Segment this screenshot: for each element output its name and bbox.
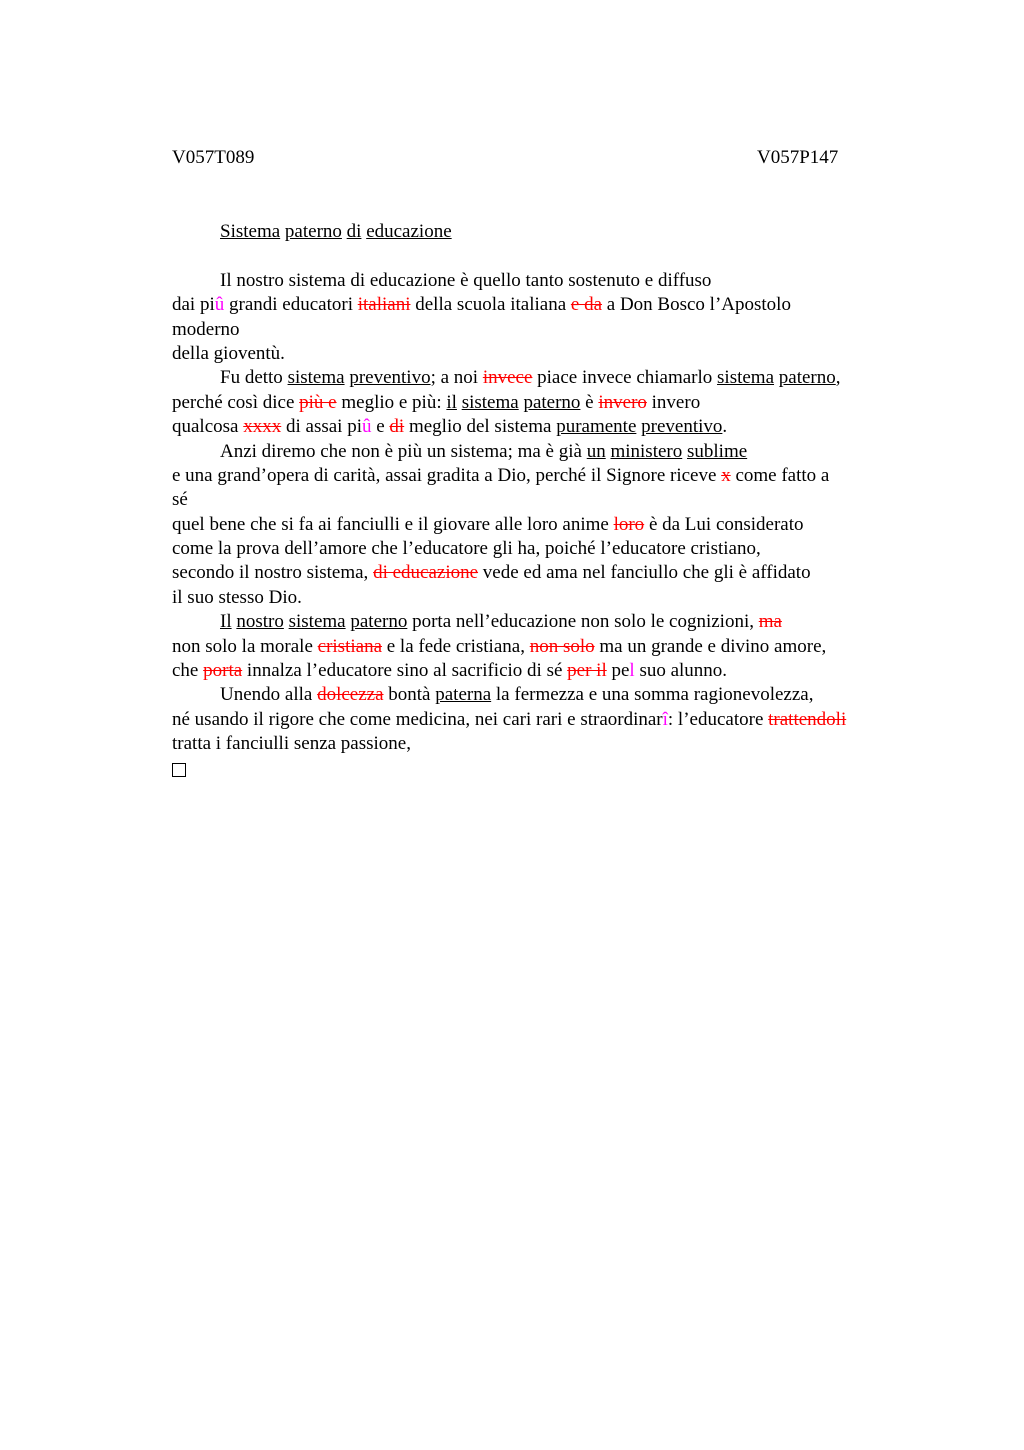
text-line: che porta innalza l’educatore sino al sacrificio di sé per il pel suo alunno. xyxy=(172,660,728,682)
end-box-marker xyxy=(172,757,912,781)
text-line: dai piû grandi educatori italiani della scuola italiana e da a Don Bosco l’Apostolo xyxy=(172,294,791,316)
text-line: e una grand’opera di carità, assai gradita a Dio, perché il Signore riceve x come fatto a xyxy=(172,464,830,486)
text-line: della gioventù. xyxy=(172,342,285,364)
text-line: come la prova dell’amore che l’educatore gli ha, poiché l’educatore cristiano, xyxy=(172,538,761,560)
text-line: Anzi diremo che non è più un sistema; ma è già un ministero sublime xyxy=(220,440,748,462)
text-line: Unendo alla dolcezza bontà paterna la fermezza e una somma ragionevolezza, xyxy=(220,684,814,706)
header-right-code: V057P147 xyxy=(757,147,839,168)
text-line: né usando il rigore che come medicina, nei cari rari e straordinarî: l’educatore trattendoli xyxy=(172,708,847,730)
document-body xyxy=(172,220,912,781)
square-icon xyxy=(172,763,186,777)
text-line: Il nostro sistema paterno porta nell’educazione non solo le cognizioni, ma xyxy=(220,611,782,633)
text-line: Il nostro sistema di educazione è quello tanto sostenuto e diffuso xyxy=(220,269,712,291)
text-line: il suo stesso Dio. xyxy=(172,586,302,608)
text-line: quel bene che si fa ai fanciulli e il giovare alle loro anime loro è da Lui considerato xyxy=(172,513,804,535)
text-line: non solo la morale cristiana e la fede cristiana, non solo ma un grande e divino amore, xyxy=(172,635,827,657)
text-line: secondo il nostro sistema, di educazione vede ed ama nel fanciullo che gli è affidato xyxy=(172,562,811,584)
text-line: moderno xyxy=(172,318,240,340)
text-line: qualcosa xxxx di assai piû e di meglio del sistema puramente preventivo. xyxy=(172,416,728,438)
text-line: sé xyxy=(172,489,188,511)
header-left-code: V057T089 xyxy=(172,147,255,168)
document-title: Sistema paterno di educazione xyxy=(220,221,452,242)
text-line: Fu detto sistema preventivo; a noi invece piace invece chiamarlo sistema paterno, xyxy=(220,367,841,389)
text-line: perché così dice più e meglio e più: il sistema paterno è invero invero xyxy=(172,391,701,413)
text-line: tratta i fanciulli senza passione, xyxy=(172,733,411,755)
